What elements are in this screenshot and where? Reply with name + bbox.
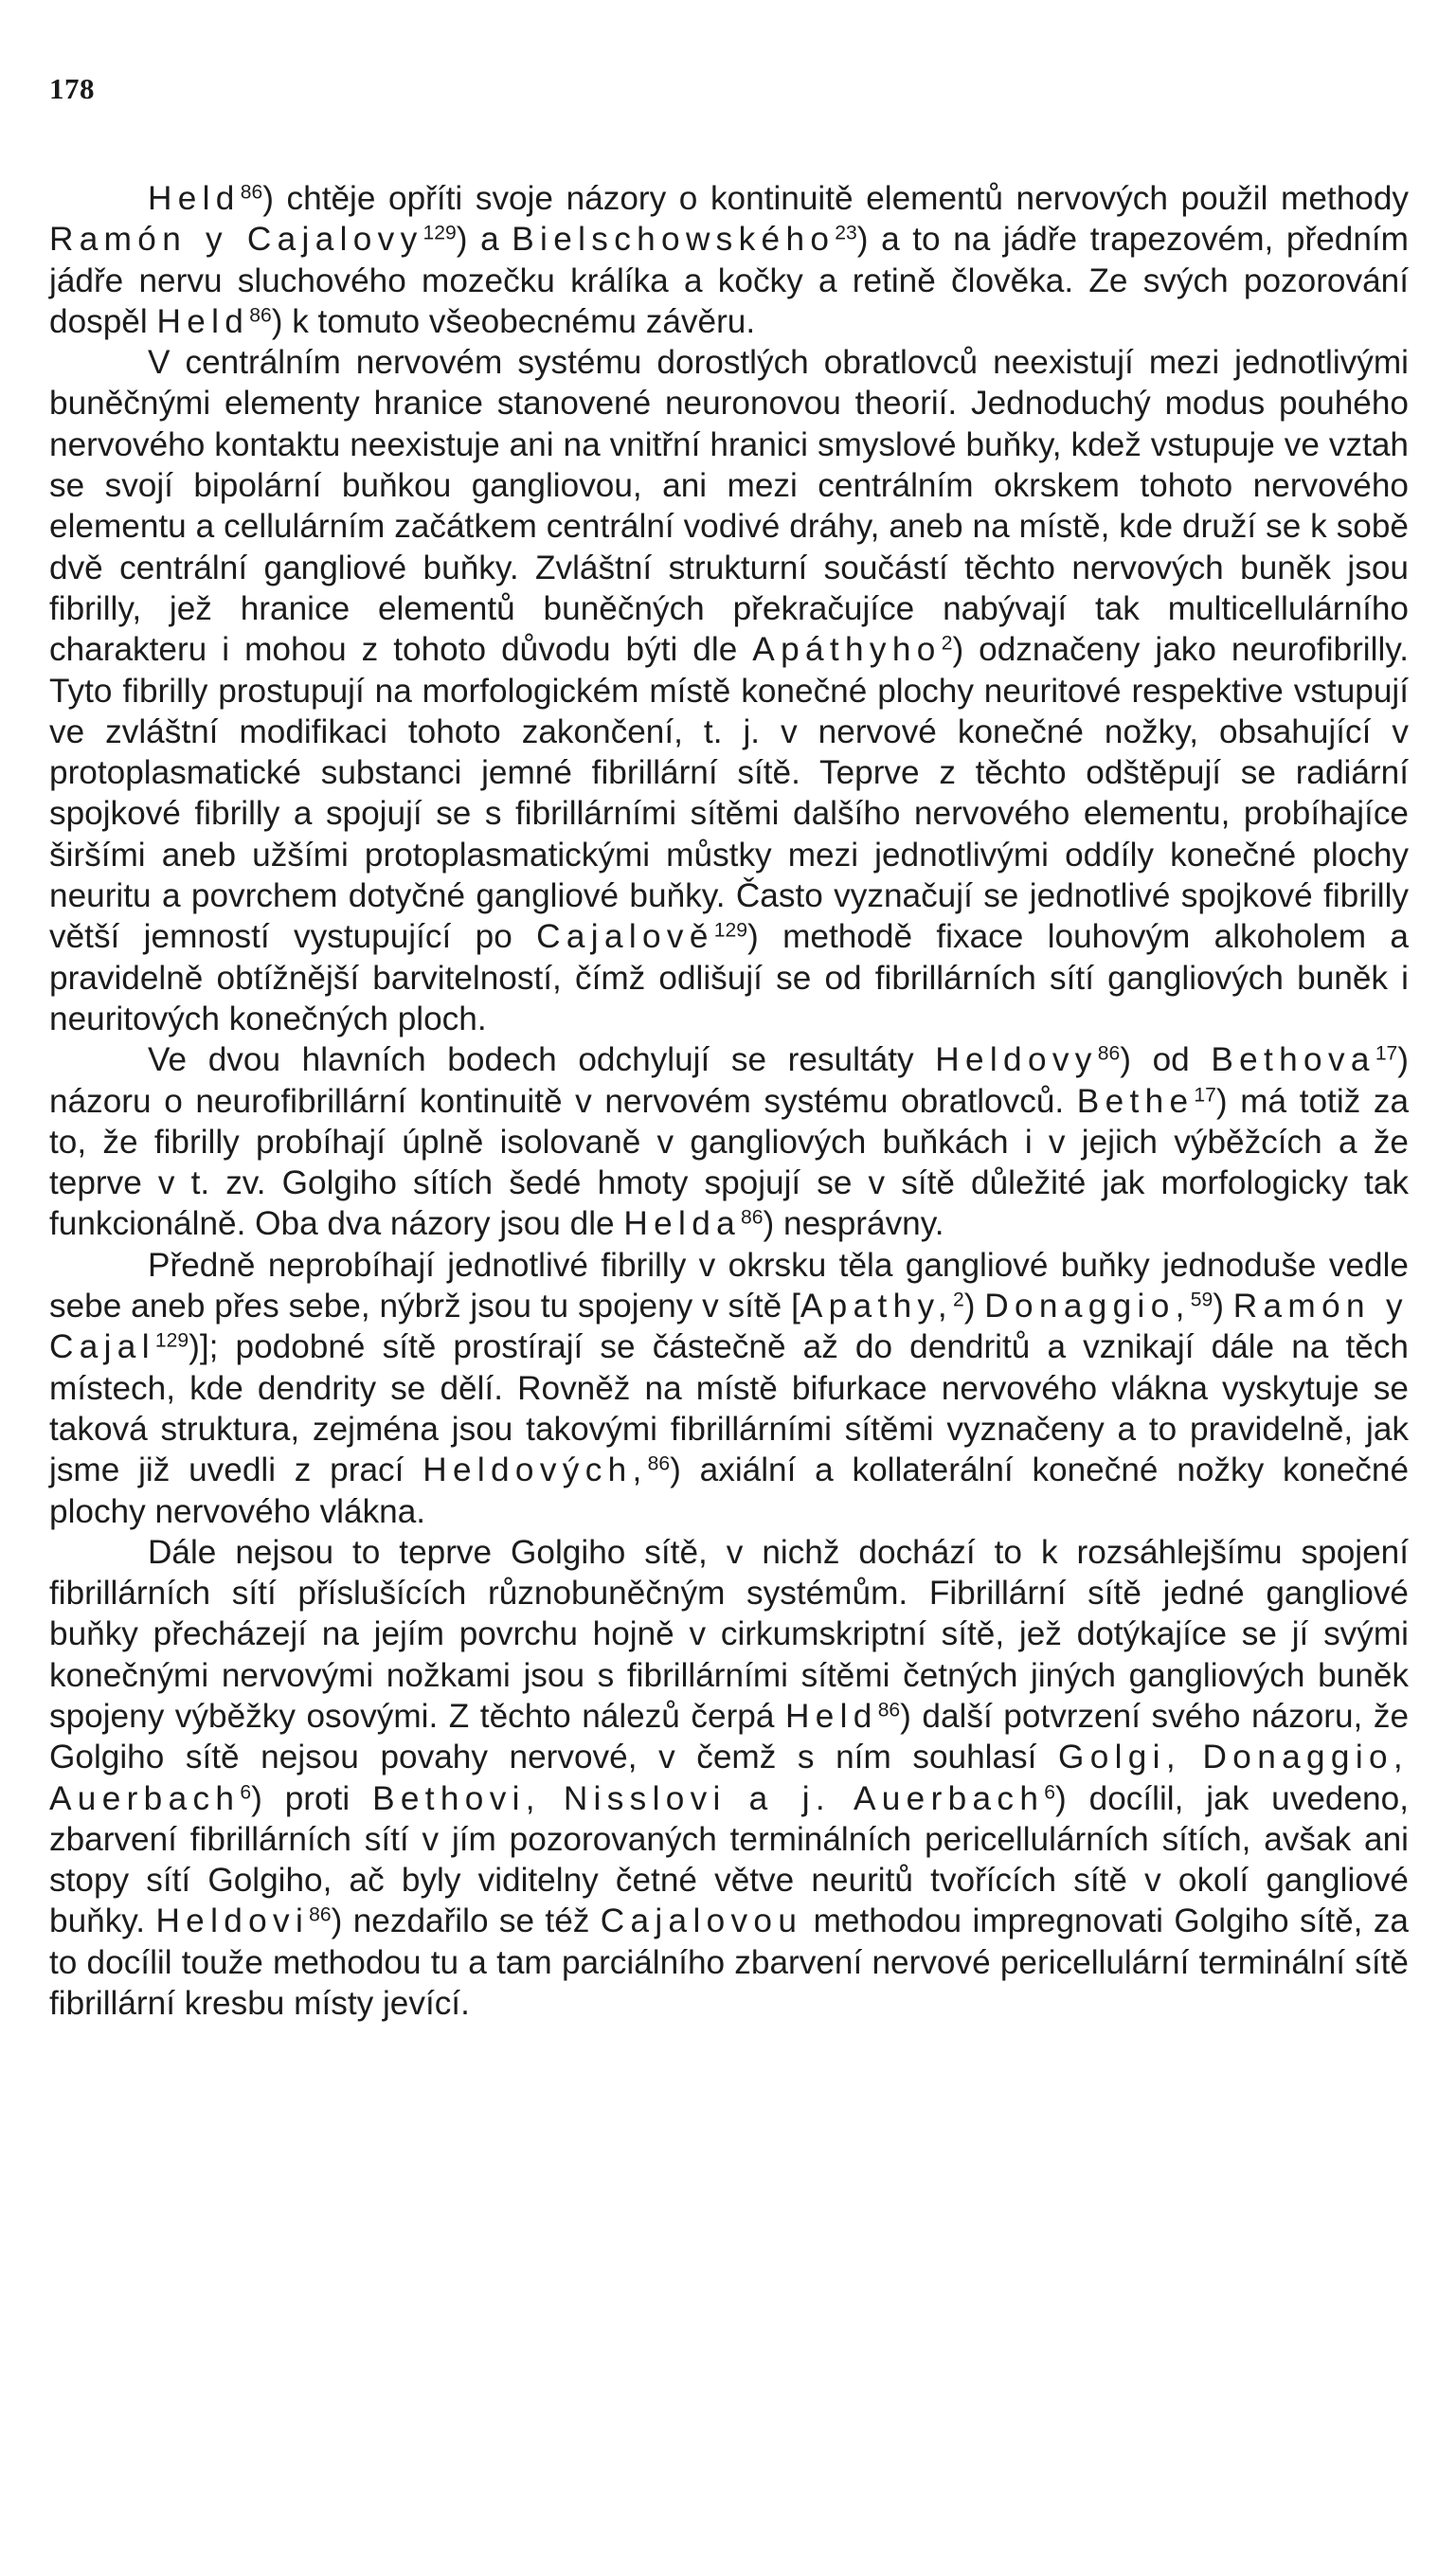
- reference-marker: 86: [741, 1206, 764, 1229]
- reference-marker: 2: [941, 632, 953, 655]
- text-span: od: [1152, 1041, 1190, 1079]
- reference-marker: 86: [249, 304, 272, 327]
- author-name: Bethovi,: [372, 1779, 541, 1817]
- reference-marker: 86: [240, 181, 263, 204]
- author-name: Held: [156, 302, 250, 340]
- author-name: Heldovi: [155, 1902, 310, 1940]
- text-span: a: [480, 221, 499, 259]
- author-name: Auerbach: [49, 1779, 241, 1817]
- author-name: Held: [148, 180, 241, 217]
- author-name: Golgi,: [1058, 1739, 1181, 1776]
- text-span: ]; podobné sítě prostírají se částečně až do dendritů a vznikají dále na těch místech, kde dendrity se dělí. Rovněž na místě bifurkace nervového vlákna vyskytuje se taková struktura, zejména jsou takovými fibrillárními sítěmi vyznačeny a to pravidelně, jak jsme již uvedli z prací: [49, 1328, 1409, 1489]
- author-name: Helda: [623, 1205, 742, 1243]
- author-name: a j.: [748, 1779, 832, 1817]
- author-name: Bethova: [1211, 1041, 1375, 1079]
- text-span: V centrálním nervovém systému dorostlých obratlovců neexistují mezi jednotlivými buněčnými elementy hranice stanovené neuronovou theorií. Jednoduchý modus pouhého nervového kontaktu neexistuje ani na vnitřní hranici smyslové buňky, kdež vstupuje ve vztah se svojí bipolární buňkou gangliovou, ani mezi centrálním okrskem tohoto nervového elementu a cellulárním začátkem centrální vodivé dráhy, aneb na místě, kde druží se k sobě dvě centrální gangliové buňky. Zvláštní strukturní součástí těchto nervových buněk jsou fibrilly, jež hranice elementů buněčných překračujíce nabývají tak multicellulárního charakteru i mohou z tohoto důvodu býti dle: [49, 344, 1409, 669]
- text-span: axiální a kollaterální konečné nožky konečné plochy nervového vlákna.: [49, 1451, 1410, 1530]
- text-span: chtěje opříti svoje názory o kontinuitě elementů nervových použil methody: [286, 180, 1410, 217]
- text-span: další potvrzení svého názoru, že Golgiho sítě nejsou povahy nervové, v čemž s ním souhlasí: [49, 1697, 1410, 1776]
- text-span: nezdařilo se též: [352, 1902, 590, 1940]
- reference-marker: 17: [1375, 1042, 1398, 1065]
- author-name: Bielschowského: [512, 221, 836, 259]
- text-span: a to na jádře trapezovém, předním jádře nervu sluchového mozečku králíka a kočky a retině člověka. Ze svých pozorování dospěl: [49, 221, 1409, 340]
- author-name: Cajalově: [536, 918, 714, 956]
- paragraph-4: Předně neprobíhají jednotlivé fibrilly v okrsku těla gangliové buňky jednoduše vedle sebe aneb přes sebe, nýbrž jsou tu spojeny v sítě [Apathy,$^2$) Donaggio,$^{59}$) Ramón y Cajal$^{129}$)]; podobné sítě prostírají se částečně až do dendritů a vznikají dále na těch místech, kde dendrity se dělí. Rovněž na místě bifurkace nervového vlákna vyskytuje se taková struktura, zejména jsou takovými fibrillárními sítěmi vyznačeny a to pravidelně, jak jsme již uvedli z prací Heldových,$^{86}$) axiální a kollaterální konečné nožky konečné plochy nervového vlákna.: [49, 1246, 1410, 1530]
- author-name: Heldovy: [935, 1041, 1098, 1079]
- reference-marker: 2: [952, 1289, 964, 1311]
- reference-marker: 129: [713, 919, 747, 942]
- author-name: Auerbach: [853, 1779, 1045, 1817]
- text-span: názoru o neurofibrillární kontinuitě v nervovém systému obratlovců.: [49, 1082, 1065, 1120]
- text-span: nesprávny.: [783, 1205, 944, 1243]
- paragraph-3: Ve dvou hlavních bodech odchylují se resultáty Heldovy$^{86}$) od Bethova$^{17}$) názoru o neurofibrillární kontinuitě v nervovém systému obratlovců. Bethe$^{17}$) má totiž za to, že fibrilly probíhají úplně isolovaně v gangliových buňkách i v jejich výběžcích a že teprve v t. zv. Golgiho sítích šedé hmoty spojují se v sítě důležité jak morfologicky tak funkcionálně. Oba dva názory jsou dle Helda$^{86}$) nesprávny.: [49, 1041, 1410, 1243]
- reference-marker: 6: [240, 1780, 252, 1803]
- text-span: methodou impregnovati Golgiho sítě, za to docílil touže methodou tu a tam parciálního zbarvení nervové pericellulární terminální sítě fibrillární kresbu místy jevící.: [49, 1902, 1409, 2023]
- reference-marker: 23: [835, 222, 857, 244]
- reference-marker: 59: [1190, 1289, 1213, 1311]
- reference-marker: 129: [422, 222, 457, 244]
- text-span: Dále nejsou to teprve Golgiho sítě, v nichž dochází to k rozsáhlejšímu spojení fibrillárních sítí příslušících různobuněčným systémům. Fibrillární sítě jedné gangliové buňky přecházejí na jejím povrchu hojně v cirkumskriptní sítě, jež dotýkajíce se jí svými konečnými nervovými nožkami jsou s fibrillárními sítěmi četných jiných gangliových buněk spojeny výběžky osovými. Z těchto nálezů čerpá: [49, 1533, 1409, 1735]
- author-name: Heldových,: [422, 1451, 648, 1489]
- reference-marker: 86: [877, 1699, 901, 1722]
- author-name: Ramón y Cajalovy: [49, 221, 423, 259]
- author-name: Donaggio,: [1202, 1739, 1409, 1776]
- page-number: 178: [49, 72, 95, 105]
- reference-marker: 129: [154, 1329, 189, 1352]
- text-span: odznačeny jako neurofibrilly. Tyto fibrilly prostupují na morfologickém místě konečné plochy neuritové respektive vstupují ve zvláštní modifikaci tohoto zakončení, t. j. v nervové konečné nožky, obsahující v protoplasmatické substanci jemné fibrillární sítě. Teprve z těchto odštěpují se radiární spojkové fibrilly a spojují se s fibrillárními sítěmi dalšího nervového elementu, probíhajíce širšími aneb užšími protoplasmatickými můstky mezi jednotlivými oddíly konečné plochy neuritu a povrchem dotyčné gangliové buňky. Často vyznačují se jednotlivé spojkové fibrilly větší jemností vystupující po: [49, 631, 1410, 956]
- author-name: Nisslovi: [563, 1779, 727, 1817]
- reference-marker: 17: [1194, 1083, 1216, 1106]
- paragraph-1: Held$^{86}$) chtěje opříti svoje názory o kontinuitě elementů nervových použil methody Ramón y Cajalovy$^{129}$) a Bielschowského$^{23}$) a to na jádře trapezovém, předním jádře nervu sluchového mozečku králíka a kočky a retině člověka. Ze svých pozorování dospěl Held$^{86}$) k tomuto všeobecnému závěru.: [49, 180, 1410, 340]
- author-name: Donaggio,: [984, 1288, 1191, 1325]
- author-name: Ramón y Cajal: [49, 1288, 1409, 1366]
- text-span: k tomuto všeobecnému závěru.: [292, 302, 756, 340]
- text-span: methodě fixace louhovým alkoholem a pravidelně obtížnější barvitelností, čímž odlišují se od fibrillárních sítí gangliových buněk i neuritových konečných ploch.: [49, 918, 1409, 1037]
- author-name: Apathy,: [800, 1288, 953, 1325]
- author-name: Held: [784, 1697, 878, 1735]
- reference-marker: 86: [1097, 1042, 1121, 1065]
- text-span: má totiž za to, že fibrilly probíhají úplně isolovaně v gangliových buňkách i v jejich výběžcích a že teprve v t. zv. Golgiho sítích šedé hmoty spojují se v sítě důležité jak morfologicky tak funkcionálně. Oba dva názory jsou dle: [49, 1082, 1410, 1243]
- text-span: docílil, jak uvedeno, zbarvení fibrillárních sítí v jím pozorovaných terminálních pericellulárních sítích, avšak ani stopy sítí Golgiho, ač byly viditelny četné větve neuritů tvořících sítě v okolí gangliové buňky.: [49, 1779, 1409, 1940]
- text-span: Ve dvou hlavních bodech odchylují se resultáty: [148, 1041, 914, 1079]
- author-name: Bethe: [1076, 1082, 1195, 1120]
- author-name: Apáthyho: [752, 631, 942, 669]
- reference-marker: 6: [1044, 1780, 1056, 1803]
- paragraph-5: Dále nejsou to teprve Golgiho sítě, v nichž dochází to k rozsáhlejšímu spojení fibrillárních sítí příslušících různobuněčným systémům. Fibrillární sítě jedné gangliové buňky přecházejí na jejím povrchu hojně v cirkumskriptní sítě, jež dotýkajíce se jí svými konečnými nervovými nožkami jsou s fibrillárními sítěmi četných jiných gangliových buněk spojeny výběžky osovými. Z těchto nálezů čerpá Held$^{86}$) další potvrzení svého názoru, že Golgiho sítě nejsou povahy nervové, v čemž s ním souhlasí Golgi, Donaggio, Auerbach$^6$) proti Bethovi, Nisslovi a j. Auerbach$^6$) docílil, jak uvedeno, zbarvení fibrillárních sítí v jím pozorovaných terminálních pericellulárních sítích, avšak ani stopy sítí Golgiho, ač byly viditelny četné větve neuritů tvořících sítě v okolí gangliové buňky. Heldovi$^{86}$) nezdařilo se též Cajalovou methodou impregnovati Golgiho sítě, za to docílil touže methodou tu a tam parciálního zbarvení nervové pericellulární terminální sítě fibrillární kresbu místy jevící.: [49, 1533, 1410, 2023]
- reference-marker: 86: [309, 1903, 332, 1926]
- reference-marker: 86: [647, 1452, 671, 1475]
- text-span: Předně neprobíhají jednotlivé fibrilly v okrsku těla gangliové buňky jednoduše vedle sebe aneb přes sebe, nýbrž jsou tu spojeny v sítě [: [49, 1246, 1409, 1325]
- text-span: proti: [284, 1779, 351, 1817]
- page-text: [49, 178, 1409, 2024]
- author-name: Cajalovou: [600, 1902, 803, 1940]
- paragraph-2: V centrálním nervovém systému dorostlých obratlovců neexistují mezi jednotlivými buněčnými elementy hranice stanovené neuronovou theorií. Jednoduchý modus pouhého nervového kontaktu neexistuje ani na vnitřní hranici smyslové buňky, kdež vstupuje ve vztah se svojí bipolární buňkou gangliovou, ani mezi centrálním okrskem tohoto nervového elementu a cellulárním začátkem centrální vodivé dráhy, aneb na místě, kde druží se k sobě dvě centrální gangliové buňky. Zvláštní strukturní součástí těchto nervových buněk jsou fibrilly, jež hranice elementů buněčných překračujíce nabývají tak multicellulárního charakteru i mohou z tohoto důvodu býti dle Apáthyho$^2$) odznačeny jako neurofibrilly. Tyto fibrilly prostupují na morfologickém místě konečné plochy neuritové respektive vstupují ve zvláštní modifikaci tohoto zakončení, t. j. v nervové konečné nožky, obsahující v protoplasmatické substanci jemné fibrillární sítě. Teprve z těchto odštěpují se radiární spojkové fibrilly a spojují se s fibrillárními sítěmi dalšího nervového elementu, probíhajíce širšími aneb užšími protoplasmatickými můstky mezi jednotlivými oddíly konečné plochy neuritu a povrchem dotyčné gangliové buňky. Často vyznačují se jednotlivé spojkové fibrilly větší jemností vystupující po Cajalově$^{129}$) methodě fixace louhovým alkoholem a pravidelně obtížnější barvitelností, čímž odlišují se od fibrillárních sítí gangliových buněk i neuritových konečných ploch.: [49, 344, 1410, 1037]
